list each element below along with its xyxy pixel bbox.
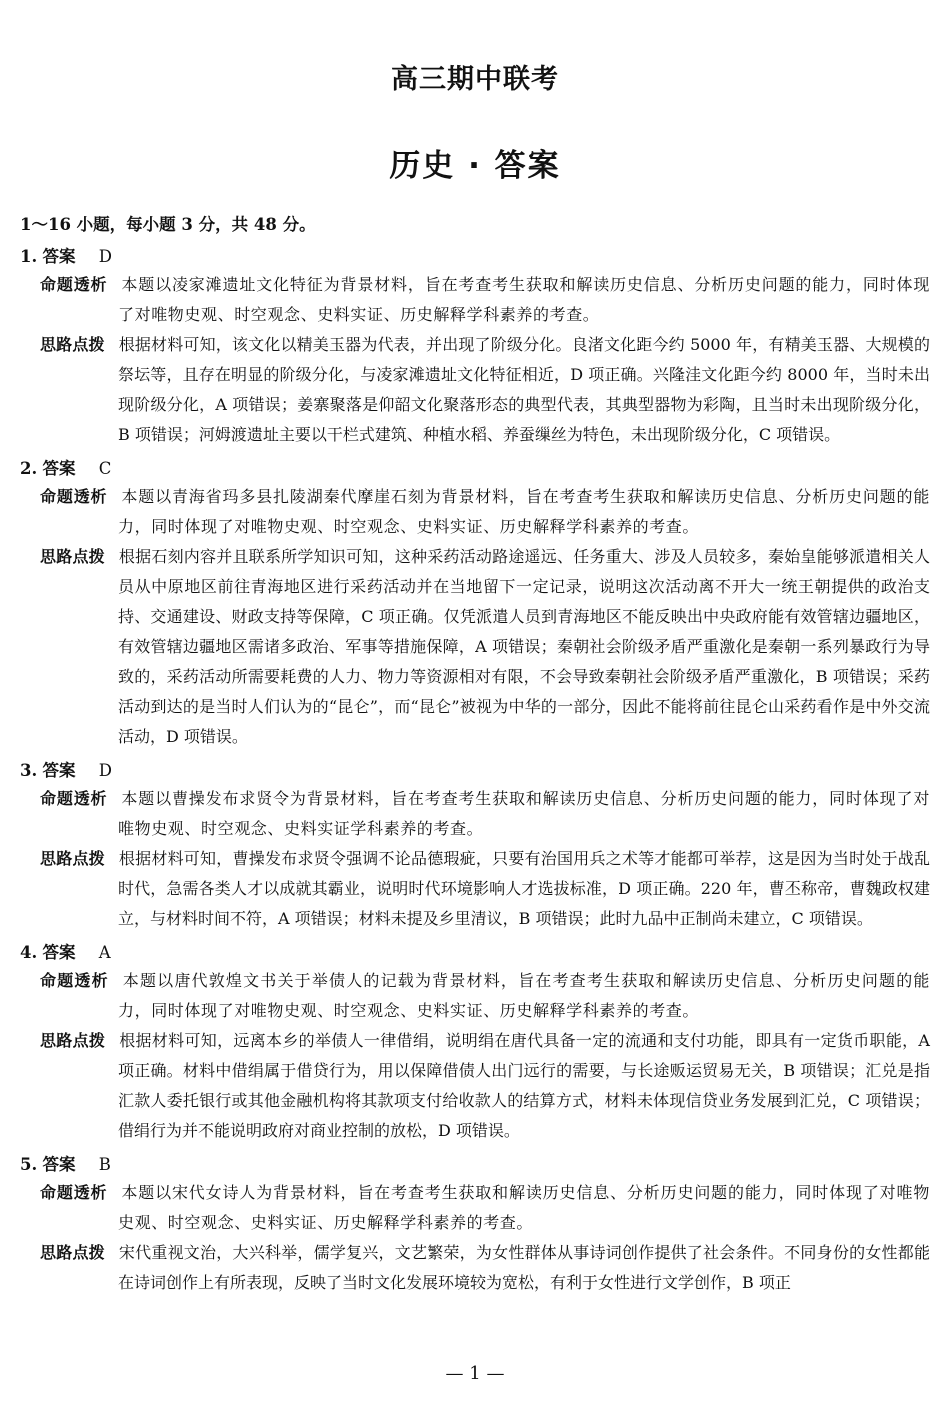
analysis-text: 本题以凌家滩遗址文化特征为背景材料，旨在考查考生获取和解读历史信息、分析历史问题的能力，同时体现了对唯物史观、时空观念、史料实证、历史解释学科素养的考查。: [118, 275, 930, 324]
exam-title: 高三期中联考: [391, 64, 559, 95]
solution-label: 思路点拨: [40, 849, 105, 868]
answer-content: [20, 212, 930, 1298]
answer-line: [20, 456, 930, 482]
solution-label: 思路点拨: [40, 547, 105, 566]
analysis-text: 本题以青海省玛多县扎陵湖秦代摩崖石刻为背景材料，旨在考查考生获取和解读历史信息、分析历史问题的能力，同时体现了对唯物史观、时空观念、史料实证、历史解释学科素养的考查。: [118, 487, 930, 536]
answer-value: B: [98, 1155, 111, 1174]
analysis-label: 命题透析: [40, 487, 108, 506]
analysis-text: 本题以宋代女诗人为背景材料，旨在考查考生获取和解读历史信息、分析历史问题的能力，同时体现了对唯物史观、时空观念、史料实证、历史解释学科素养的考查。: [118, 1183, 930, 1232]
analysis-paragraph: [20, 482, 930, 542]
solution-label: 思路点拨: [40, 335, 105, 354]
solution-paragraph: [20, 1238, 930, 1298]
answer-label: 答案: [42, 459, 76, 478]
question-number: 1.: [20, 247, 38, 266]
answer-line: [20, 244, 930, 270]
answer-value: D: [98, 761, 112, 780]
subject-title: 历史 · 答案: [389, 148, 561, 184]
analysis-text: 本题以唐代敦煌文书关于举债人的记载为背景材料，旨在考查考生获取和解读历史信息、分析历史问题的能力，同时体现了对唯物史观、时空观念、史料实证、历史解释学科素养的考查。: [118, 971, 931, 1020]
solution-text: 根据材料可知，远离本乡的举债人一律借绢，说明绢在唐代具备一定的流通和支付功能，即具有一定货币职能，A 项正确。材料中借绢属于借贷行为，用以保障借债人出门远行的需要，与长途贩运贸易无关，B 项错误；汇兑是指汇款人委托银行或其他金融机构将其款项支付给收款人的结算方式，材料未体现信贷业务发展到汇兑，C 项错误；借绢行为并不能说明政府对商业控制的放松，D 项错误。: [118, 1031, 930, 1140]
answer-value: A: [98, 943, 111, 962]
solution-paragraph: [20, 844, 930, 934]
answer-line: [20, 1152, 930, 1178]
question-block: [20, 1152, 930, 1298]
question-number: 5.: [20, 1155, 38, 1174]
question-number: 3.: [20, 761, 38, 780]
solution-label: 思路点拨: [40, 1243, 105, 1262]
scoring-intro: 1～16 小题，每小题 3 分，共 48 分。: [20, 215, 316, 234]
analysis-label: 命题透析: [40, 1183, 108, 1202]
question-block: [20, 940, 930, 1146]
solution-paragraph: [20, 330, 930, 450]
analysis-paragraph: [20, 1178, 930, 1238]
page-number: — 1 —: [445, 1363, 505, 1384]
solution-paragraph: [20, 542, 930, 752]
question-number: 4.: [20, 943, 38, 962]
analysis-paragraph: [20, 270, 930, 330]
question-block: [20, 758, 930, 934]
solution-text: 根据材料可知，曹操发布求贤令强调不论品德瑕疵，只要有治国用兵之术等才能都可举荐，这是因为当时处于战乱时代，急需各类人才以成就其霸业，说明时代环境影响人才选拔标准，D 项正确。220 年，曹丕称帝，曹魏政权建立，与材料时间不符，A 项错误；材料未提及乡里清议，B 项错误；此时九品中正制尚未建立，C 项错误。: [118, 849, 930, 928]
solution-label: 思路点拨: [40, 1031, 106, 1050]
answer-value: C: [98, 459, 112, 478]
solution-text: 根据石刻内容并且联系所学知识可知，这种采药活动路途遥远、任务重大、涉及人员较多，秦始皇能够派遣相关人员从中原地区前往青海地区进行采药活动并在当地留下一定记录，说明这次活动离不开大一统王朝提供的政治支持、交通建设、财政支持等保障，C 项正确。仅凭派遣人员到青海地区不能反映出中央政府能有效管辖边疆地区，有效管辖边疆地区需诸多政治、军事等措施保障，A 项错误；秦朝社会阶级矛盾严重激化是秦朝一系列暴政行为导致的，采药活动所需要耗费的人力、物力等资源相对有限，不会导致秦朝社会阶级矛盾严重激化，B 项错误；采药活动到达的是当时人们认为的“昆仑”，而“昆仑”被视为中华的一部分，因此不能将前往昆仑山采药看作是中外交流活动，D 项错误。: [118, 547, 930, 746]
question-block: [20, 456, 930, 752]
solution-paragraph: [20, 1026, 930, 1146]
answer-line: [20, 940, 930, 966]
analysis-paragraph: [20, 784, 930, 844]
analysis-paragraph: [20, 966, 930, 1026]
analysis-label: 命题透析: [40, 971, 109, 990]
answer-label: 答案: [42, 1155, 76, 1174]
solution-text: 根据材料可知，该文化以精美玉器为代表，并出现了阶级分化。良渚文化距今约 5000 年，有精美玉器、大规模的祭坛等，且存在明显的阶级分化，与凌家滩遗址文化特征相近，D 项正确。兴隆洼文化距今约 8000 年，当时未出现阶级分化，A 项错误；姜寨聚落是仰韶文化聚落形态的典型代表，其典型器物为彩陶，且当时未出现阶级分化，B 项错误；河姆渡遗址主要以干栏式建筑、种植水稻、养蚕缫丝为特色，未出现阶级分化，C 项错误。: [118, 335, 930, 444]
analysis-text: 本题以曹操发布求贤令为背景材料，旨在考查考生获取和解读历史信息、分析历史问题的能力，同时体现了对唯物史观、时空观念、史料实证学科素养的考查。: [118, 789, 930, 838]
question-block: [20, 244, 930, 450]
analysis-label: 命题透析: [40, 275, 108, 294]
answer-label: 答案: [42, 247, 76, 266]
answer-value: D: [98, 247, 112, 266]
answer-line: [20, 758, 930, 784]
question-number: 2.: [20, 459, 38, 478]
answer-label: 答案: [42, 943, 76, 962]
answer-label: 答案: [42, 761, 76, 780]
analysis-label: 命题透析: [40, 789, 108, 808]
solution-text: 宋代重视文治，大兴科举，儒学复兴，文艺繁荣，为女性群体从事诗词创作提供了社会条件。不同身份的女性都能在诗词创作上有所表现，反映了当时文化发展环境较为宽松，有利于女性进行文学创作，B 项正: [118, 1243, 930, 1292]
